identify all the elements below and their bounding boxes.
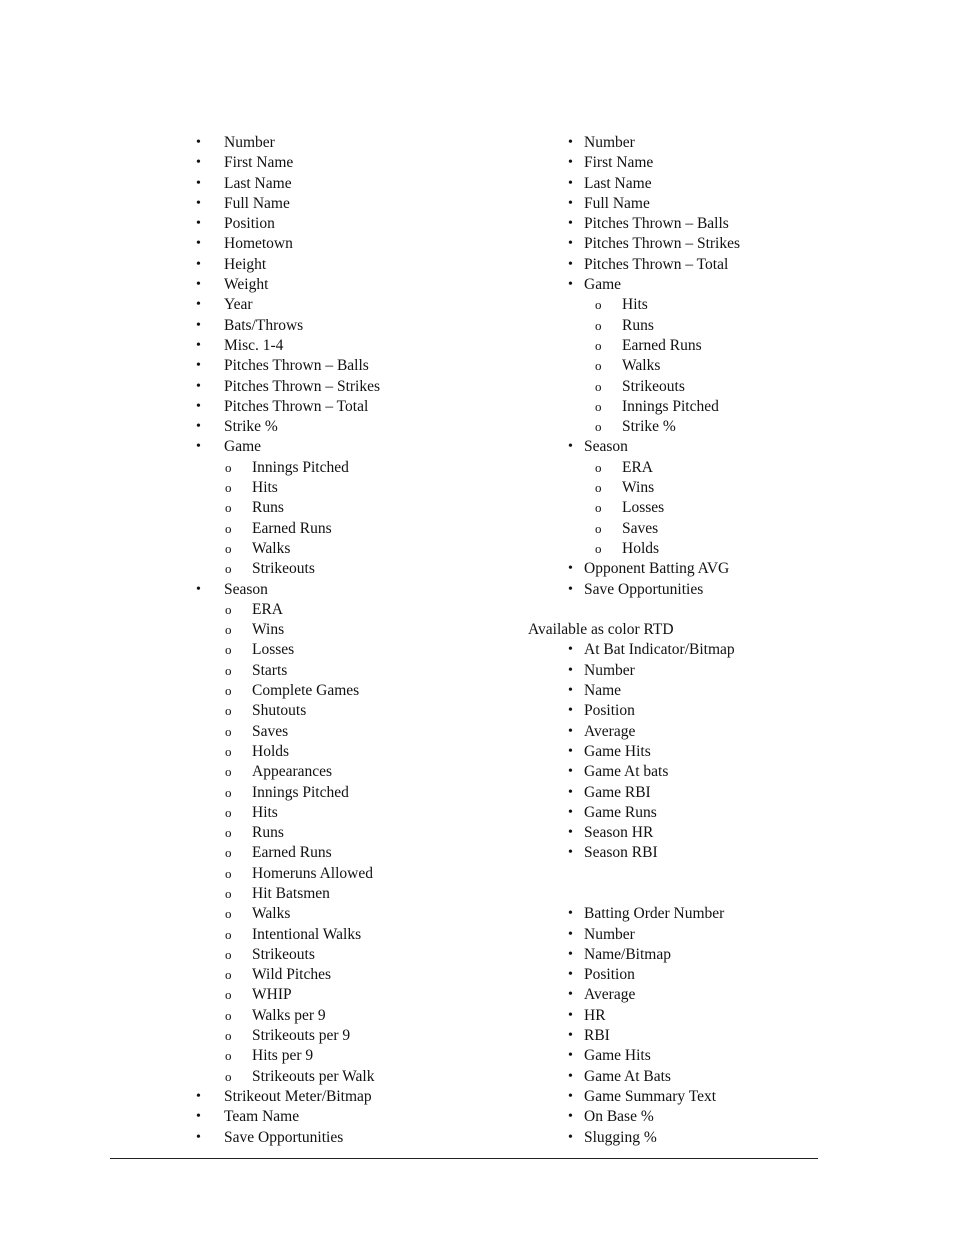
- sub-list-item: [196, 1046, 526, 1066]
- item-text: Hits: [622, 296, 648, 314]
- bullet-icon: •: [568, 581, 573, 597]
- list-item: [528, 174, 858, 194]
- blank-line: [528, 884, 858, 904]
- list-item: [528, 985, 858, 1005]
- item-text: Homeruns Allowed: [252, 864, 373, 882]
- item-text: Average: [584, 986, 636, 1004]
- list-item: [528, 1087, 858, 1107]
- sub-list-item: [196, 884, 526, 904]
- bullet-icon: •: [568, 277, 573, 293]
- bullet-icon: •: [568, 683, 573, 699]
- item-text: Weight: [224, 276, 269, 294]
- item-text: Pitches Thrown – Balls: [584, 215, 729, 233]
- list-item: [196, 234, 526, 254]
- list-item: [528, 681, 858, 701]
- item-text: Available as color RTD: [528, 621, 674, 639]
- bullet-icon: •: [196, 277, 201, 293]
- sub-list-item: [196, 864, 526, 884]
- item-text: Strike %: [622, 418, 676, 436]
- circle-bullet-icon: o: [225, 764, 232, 780]
- item-text: Season: [584, 438, 628, 456]
- list-item: [528, 214, 858, 234]
- circle-bullet-icon: o: [225, 540, 232, 556]
- item-text: ERA: [622, 458, 653, 476]
- item-text: Full Name: [584, 194, 650, 212]
- sub-list-item: [196, 539, 526, 559]
- bullet-icon: •: [196, 439, 201, 455]
- bullet-icon: •: [568, 825, 573, 841]
- sub-list-item: [528, 356, 858, 376]
- bullet-icon: •: [196, 378, 201, 394]
- item-text: Walks: [252, 905, 291, 923]
- bullet-icon: •: [196, 236, 201, 252]
- circle-bullet-icon: o: [225, 500, 232, 516]
- circle-bullet-icon: o: [225, 480, 232, 496]
- sub-list-item: [196, 925, 526, 945]
- sub-list-item: [196, 681, 526, 701]
- bullet-icon: •: [568, 1007, 573, 1023]
- item-text: Full Name: [224, 194, 290, 212]
- bullet-icon: •: [568, 662, 573, 678]
- item-text: Number: [584, 661, 635, 679]
- bullet-icon: •: [196, 1088, 201, 1104]
- sub-list-item: [196, 965, 526, 985]
- bullet-icon: •: [568, 1109, 573, 1125]
- item-text: Pitches Thrown – Strikes: [224, 377, 380, 395]
- sub-list-item: [196, 458, 526, 478]
- circle-bullet-icon: o: [595, 297, 602, 313]
- list-item: [528, 133, 858, 153]
- list-item: [528, 945, 858, 965]
- circle-bullet-icon: o: [225, 561, 232, 577]
- circle-bullet-icon: o: [225, 906, 232, 922]
- item-text: Pitches Thrown – Strikes: [584, 235, 740, 253]
- item-text: Game Hits: [584, 1047, 651, 1065]
- bullet-icon: •: [568, 1048, 573, 1064]
- item-text: RBI: [584, 1027, 610, 1045]
- bullet-icon: •: [196, 297, 201, 313]
- sub-list-item: [528, 295, 858, 315]
- item-text: Earned Runs: [252, 519, 332, 537]
- item-text: Season: [224, 580, 268, 598]
- list-item: [196, 255, 526, 275]
- bullet-icon: •: [568, 946, 573, 962]
- bullet-icon: •: [196, 1129, 201, 1145]
- item-text: Game: [584, 276, 622, 294]
- bullet-icon: •: [568, 845, 573, 861]
- item-text: Year: [224, 296, 253, 314]
- list-item: [196, 580, 526, 600]
- item-text: Earned Runs: [622, 336, 702, 354]
- item-text: Name: [584, 682, 622, 700]
- item-text: Wins: [252, 621, 285, 639]
- sub-list-item: [196, 823, 526, 843]
- item-text: Height: [224, 255, 267, 273]
- item-text: Wild Pitches: [252, 966, 332, 984]
- list-item: [528, 803, 858, 823]
- item-text: Save Opportunities: [584, 580, 704, 598]
- circle-bullet-icon: o: [225, 723, 232, 739]
- item-text: Holds: [252, 742, 290, 760]
- section-heading: [528, 620, 858, 640]
- bullet-icon: •: [568, 236, 573, 252]
- list-item: [196, 214, 526, 234]
- sub-list-item: [196, 478, 526, 498]
- list-item: [528, 275, 858, 295]
- bullet-icon: •: [568, 804, 573, 820]
- circle-bullet-icon: o: [225, 926, 232, 942]
- item-text: Starts: [252, 661, 288, 679]
- list-item: [528, 823, 858, 843]
- item-text: First Name: [224, 154, 294, 172]
- list-item: [196, 397, 526, 417]
- item-text: Season HR: [584, 824, 654, 842]
- bullet-icon: •: [196, 155, 201, 171]
- item-text: Pitches Thrown – Balls: [224, 357, 369, 375]
- item-text: Runs: [252, 499, 284, 517]
- item-text: Game At Bats: [584, 1067, 671, 1085]
- circle-bullet-icon: o: [225, 703, 232, 719]
- circle-bullet-icon: o: [225, 459, 232, 475]
- list-item: [528, 783, 858, 803]
- bullet-icon: •: [196, 135, 201, 150]
- list-item: [528, 1026, 858, 1046]
- item-text: First Name: [584, 154, 654, 172]
- bullet-icon: •: [568, 561, 573, 577]
- item-text: HR: [584, 1006, 606, 1024]
- list-item: [528, 1128, 858, 1148]
- circle-bullet-icon: o: [225, 987, 232, 1003]
- item-text: Save Opportunities: [224, 1128, 344, 1146]
- list-item: [528, 1006, 858, 1026]
- item-text: Position: [584, 966, 635, 984]
- sub-list-item: [196, 843, 526, 863]
- sub-list-item: [528, 316, 858, 336]
- list-item: [196, 295, 526, 315]
- list-item: [196, 377, 526, 397]
- item-text: Number: [584, 925, 635, 943]
- item-text: Opponent Batting AVG: [584, 560, 730, 578]
- sub-list-item: [196, 1067, 526, 1087]
- list-item: [528, 1067, 858, 1087]
- circle-bullet-icon: o: [225, 885, 232, 901]
- item-text: Last Name: [584, 174, 652, 192]
- bullet-icon: •: [568, 1088, 573, 1104]
- item-text: Game: [224, 438, 262, 456]
- list-item: [196, 194, 526, 214]
- bullet-icon: •: [196, 256, 201, 272]
- item-text: Strikeouts: [252, 945, 315, 963]
- list-item: [528, 661, 858, 681]
- sub-list-item: [196, 985, 526, 1005]
- sub-list-item: [196, 1026, 526, 1046]
- circle-bullet-icon: o: [225, 1007, 232, 1023]
- circle-bullet-icon: o: [595, 500, 602, 516]
- item-text: Game RBI: [584, 783, 651, 801]
- circle-bullet-icon: o: [225, 825, 232, 841]
- bullet-icon: •: [568, 784, 573, 800]
- bullet-icon: •: [568, 926, 573, 942]
- list-item: [196, 1128, 526, 1148]
- item-text: Hits: [252, 803, 278, 821]
- item-text: Saves: [252, 722, 289, 740]
- item-text: Holds: [622, 539, 660, 557]
- list-item: [196, 1087, 526, 1107]
- circle-bullet-icon: o: [225, 845, 232, 861]
- bullet-icon: •: [196, 216, 201, 232]
- list-item: [528, 1046, 858, 1066]
- item-text: Innings Pitched: [252, 783, 349, 801]
- sub-list-item: [528, 498, 858, 518]
- item-text: Number: [224, 134, 275, 151]
- sub-list-item: [196, 519, 526, 539]
- item-text: Appearances: [252, 763, 333, 781]
- bullet-icon: •: [196, 581, 201, 597]
- item-text: Number: [584, 134, 635, 151]
- item-text: Strikeout Meter/Bitmap: [224, 1087, 372, 1105]
- circle-bullet-icon: o: [595, 358, 602, 374]
- bullet-icon: •: [568, 155, 573, 171]
- circle-bullet-icon: o: [595, 459, 602, 475]
- item-text: Innings Pitched: [622, 397, 719, 415]
- list-item: [528, 843, 858, 863]
- list-item: [196, 133, 526, 153]
- sub-list-item: [196, 620, 526, 640]
- bullet-icon: •: [568, 256, 573, 272]
- bullet-icon: •: [568, 1068, 573, 1084]
- sub-list-item: [196, 945, 526, 965]
- item-text: Strikeouts per Walk: [252, 1067, 375, 1085]
- bullet-icon: •: [568, 723, 573, 739]
- bullet-icon: •: [568, 1028, 573, 1044]
- list-item: [196, 1107, 526, 1127]
- bullet-icon: •: [196, 398, 201, 414]
- item-text: Intentional Walks: [252, 925, 362, 943]
- bullet-icon: •: [568, 216, 573, 232]
- circle-bullet-icon: o: [225, 520, 232, 536]
- item-text: Hit Batsmen: [252, 884, 330, 902]
- item-text: ERA: [252, 600, 283, 618]
- item-text: Game Hits: [584, 742, 651, 760]
- circle-bullet-icon: o: [225, 1068, 232, 1084]
- sub-list-item: [528, 478, 858, 498]
- circle-bullet-icon: o: [225, 967, 232, 983]
- sub-list-item: [528, 458, 858, 478]
- sub-list-item: [528, 539, 858, 559]
- sub-list-item: [196, 904, 526, 924]
- list-item: [528, 559, 858, 579]
- item-text: Slugging %: [584, 1128, 657, 1146]
- bullet-icon: •: [196, 419, 201, 435]
- item-text: On Base %: [584, 1108, 654, 1126]
- bullet-icon: •: [568, 1129, 573, 1145]
- sub-list-item: [528, 519, 858, 539]
- item-text: Strike %: [224, 418, 278, 436]
- list-item: [196, 336, 526, 356]
- item-text: Position: [224, 215, 275, 233]
- item-text: Season RBI: [584, 844, 658, 862]
- circle-bullet-icon: o: [225, 865, 232, 881]
- sub-list-item: [196, 722, 526, 742]
- sub-list-item: [196, 640, 526, 660]
- item-text: Wins: [622, 479, 655, 497]
- circle-bullet-icon: o: [225, 743, 232, 759]
- bullet-icon: •: [568, 135, 573, 150]
- bullet-icon: •: [568, 967, 573, 983]
- sub-list-item: [196, 742, 526, 762]
- circle-bullet-icon: o: [225, 1028, 232, 1044]
- item-text: Average: [584, 722, 636, 740]
- list-item: [196, 153, 526, 173]
- bullet-icon: •: [568, 642, 573, 658]
- item-text: Game Runs: [584, 803, 657, 821]
- circle-bullet-icon: o: [225, 683, 232, 699]
- list-item: [196, 437, 526, 457]
- item-text: Walks per 9: [252, 1006, 326, 1024]
- bullet-icon: •: [568, 743, 573, 759]
- item-text: Losses: [252, 641, 295, 659]
- list-item: [528, 255, 858, 275]
- circle-bullet-icon: o: [595, 419, 602, 435]
- item-text: Name/Bitmap: [584, 945, 671, 963]
- item-text: Pitches Thrown – Total: [584, 255, 729, 273]
- blank-line: [528, 864, 858, 884]
- bullet-icon: •: [568, 439, 573, 455]
- item-text: Game At bats: [584, 763, 669, 781]
- list-item: [528, 234, 858, 254]
- item-text: Team Name: [224, 1108, 300, 1126]
- bullet-icon: •: [568, 175, 573, 191]
- list-item: [528, 1107, 858, 1127]
- item-text: Saves: [622, 519, 659, 537]
- right-column-list: [528, 133, 858, 1148]
- item-text: Strikeouts per 9: [252, 1027, 351, 1045]
- item-text: Pitches Thrown – Total: [224, 397, 369, 415]
- bullet-icon: •: [196, 1109, 201, 1125]
- list-item: [528, 965, 858, 985]
- list-item: [528, 762, 858, 782]
- item-text: Earned Runs: [252, 844, 332, 862]
- item-text: Hits: [252, 479, 278, 497]
- item-text: Complete Games: [252, 682, 360, 700]
- circle-bullet-icon: o: [225, 601, 232, 617]
- item-text: Strikeouts: [622, 377, 685, 395]
- sub-list-item: [196, 498, 526, 518]
- left-column-list: [196, 133, 526, 1148]
- circle-bullet-icon: o: [225, 662, 232, 678]
- item-text: Runs: [252, 824, 284, 842]
- bullet-icon: •: [196, 317, 201, 333]
- item-text: Walks: [252, 539, 291, 557]
- list-item: [528, 701, 858, 721]
- sub-list-item: [196, 559, 526, 579]
- sub-list-item: [196, 701, 526, 721]
- sub-list-item: [528, 377, 858, 397]
- item-text: Strikeouts: [252, 560, 315, 578]
- circle-bullet-icon: o: [595, 520, 602, 536]
- circle-bullet-icon: o: [225, 1048, 232, 1064]
- circle-bullet-icon: o: [595, 540, 602, 556]
- item-text: Bats/Throws: [224, 316, 304, 334]
- bullet-icon: •: [568, 764, 573, 780]
- list-item: [528, 640, 858, 660]
- item-text: Position: [584, 702, 635, 720]
- bullet-icon: •: [196, 358, 201, 374]
- list-item: [528, 194, 858, 214]
- circle-bullet-icon: o: [595, 480, 602, 496]
- item-text: Innings Pitched: [252, 458, 349, 476]
- list-item: [528, 742, 858, 762]
- item-text: Losses: [622, 499, 665, 517]
- list-item: [196, 417, 526, 437]
- list-item: [528, 580, 858, 600]
- circle-bullet-icon: o: [595, 398, 602, 414]
- list-item: [196, 275, 526, 295]
- item-text: Shutouts: [252, 702, 307, 720]
- sub-list-item: [196, 661, 526, 681]
- circle-bullet-icon: o: [225, 622, 232, 638]
- circle-bullet-icon: o: [225, 804, 232, 820]
- item-text: Walks: [622, 357, 661, 375]
- list-item: [196, 174, 526, 194]
- item-text: Runs: [622, 316, 654, 334]
- sub-list-item: [196, 803, 526, 823]
- list-item: [528, 153, 858, 173]
- list-item: [528, 904, 858, 924]
- bullet-icon: •: [568, 987, 573, 1003]
- circle-bullet-icon: o: [225, 642, 232, 658]
- bullet-icon: •: [196, 175, 201, 191]
- item-text: Batting Order Number: [584, 905, 725, 923]
- list-item: [528, 722, 858, 742]
- item-text: Misc. 1-4: [224, 336, 284, 354]
- circle-bullet-icon: o: [595, 378, 602, 394]
- footer-divider: [110, 1158, 818, 1159]
- item-text: Last Name: [224, 174, 292, 192]
- list-item: [528, 925, 858, 945]
- circle-bullet-icon: o: [225, 946, 232, 962]
- bullet-icon: •: [196, 195, 201, 211]
- bullet-icon: •: [568, 195, 573, 211]
- list-item: [196, 316, 526, 336]
- item-text: WHIP: [252, 986, 292, 1004]
- sub-list-item: [528, 336, 858, 356]
- sub-list-item: [196, 762, 526, 782]
- bullet-icon: •: [568, 703, 573, 719]
- circle-bullet-icon: o: [225, 784, 232, 800]
- item-text: Hits per 9: [252, 1047, 314, 1065]
- sub-list-item: [528, 397, 858, 417]
- item-text: At Bat Indicator/Bitmap: [584, 641, 735, 659]
- sub-list-item: [196, 1006, 526, 1026]
- item-text: Hometown: [224, 235, 293, 253]
- circle-bullet-icon: o: [595, 337, 602, 353]
- bullet-icon: •: [568, 906, 573, 922]
- blank-line: [528, 600, 858, 620]
- sub-list-item: [528, 417, 858, 437]
- bullet-icon: •: [196, 337, 201, 353]
- sub-list-item: [196, 600, 526, 620]
- list-item: [528, 437, 858, 457]
- sub-list-item: [196, 783, 526, 803]
- circle-bullet-icon: o: [595, 317, 602, 333]
- item-text: Game Summary Text: [584, 1087, 717, 1105]
- list-item: [196, 356, 526, 376]
